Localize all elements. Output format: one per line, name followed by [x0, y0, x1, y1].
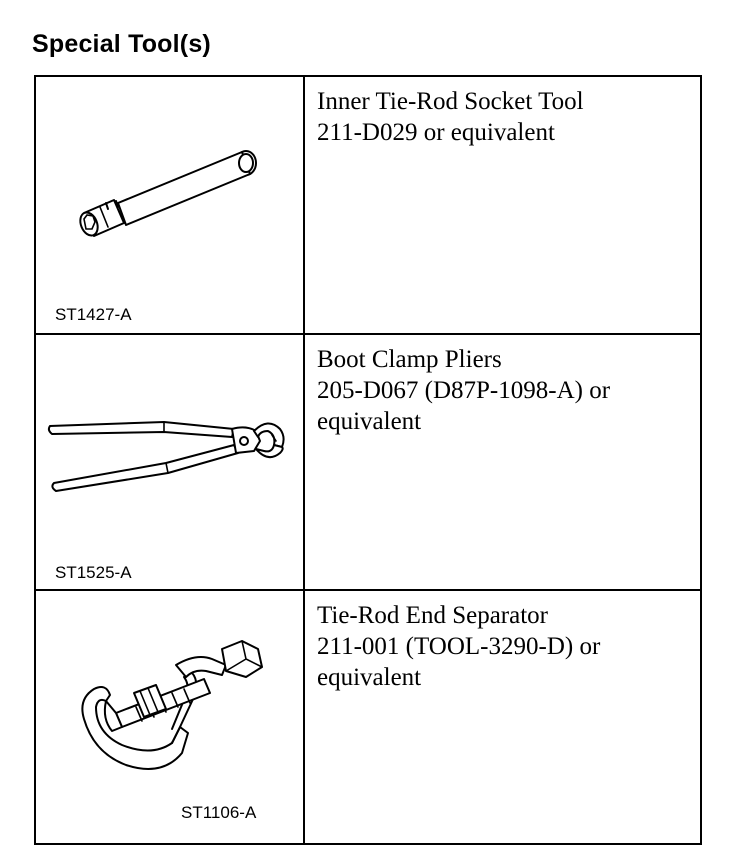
tool-part-number-cont: equivalent	[317, 664, 422, 691]
tool-image-cell	[36, 591, 305, 843]
tool-image-cell	[36, 335, 305, 589]
pliers-icon	[46, 407, 286, 507]
tool-row	[36, 335, 700, 591]
tool-name: Inner Tie-Rod Socket Tool	[317, 88, 584, 115]
tool-name: Tie-Rod End Separator	[317, 602, 548, 629]
special-tools-table	[34, 75, 702, 845]
tool-row	[36, 77, 700, 335]
tool-part-number: 205-D067 (D87P-1098-A) or	[317, 377, 611, 404]
tool-description	[317, 600, 694, 693]
tool-row	[36, 591, 700, 843]
tool-image-cell	[36, 77, 305, 333]
tool-part-number-cont: equivalent	[317, 408, 422, 435]
tool-description	[317, 344, 694, 437]
tool-part-number: 211-001 (TOOL-3290-D) or	[317, 633, 601, 660]
tool-name: Boot Clamp Pliers	[317, 346, 502, 373]
tool-code: ST1427-A	[55, 305, 132, 324]
tool-description	[317, 86, 694, 148]
socket-tool-icon	[70, 143, 270, 243]
section-title: Special Tool(s)	[32, 30, 211, 58]
tool-code: ST1106-A	[181, 803, 257, 822]
separator-icon	[76, 635, 276, 785]
tool-part-number: 211-D029 or equivalent	[317, 119, 555, 146]
tool-code: ST1525-A	[55, 563, 132, 582]
